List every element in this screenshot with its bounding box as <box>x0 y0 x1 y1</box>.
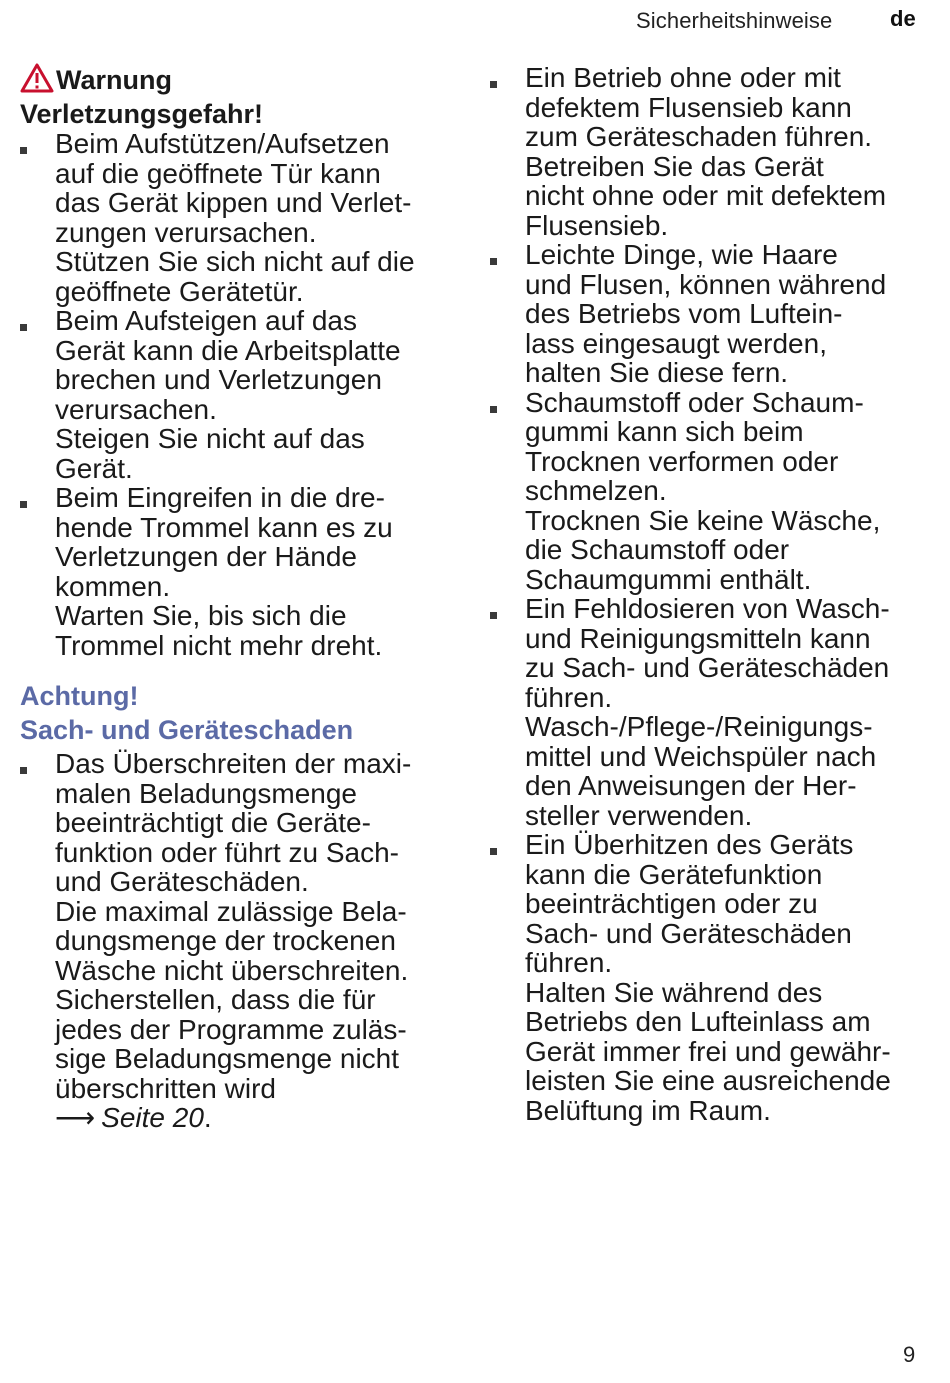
text-line: Gerät immer frei und gewähr- <box>525 1035 891 1067</box>
text-line: Sicherstellen, dass die für <box>55 984 376 1015</box>
text-line: gummi kann sich beim <box>525 416 804 447</box>
text-line: Stützen Sie sich nicht auf die <box>55 246 415 277</box>
text-line: zum Geräteschaden führen. <box>525 121 873 152</box>
text-line: Das Überschreiten der maxi- <box>55 748 412 779</box>
page-number: 9 <box>903 1342 916 1367</box>
text-line: Wäsche nicht überschreiten. <box>55 954 409 986</box>
list-item <box>20 306 460 483</box>
warning-list <box>20 129 460 660</box>
warning-triangle-icon <box>20 63 54 99</box>
text-line: zu Sach- und Geräteschäden <box>525 652 890 683</box>
text-line: Gerät. <box>55 452 133 484</box>
text-line: auf die geöffnete Tür kann <box>55 157 381 189</box>
text-line: Halten Sie während des <box>525 976 823 1008</box>
text-line: die Schaumstoff oder <box>525 534 790 565</box>
caution-list-right <box>490 63 930 1125</box>
text-line: lass eingesaugt werden, <box>525 327 827 359</box>
text-line: beeinträchtigen oder zu <box>525 888 818 919</box>
text-line: Warten Sie, bis sich die <box>55 600 347 631</box>
text-line: Beim Aufstützen/Aufsetzen <box>55 128 390 159</box>
text-line: und Flusen, können während <box>525 268 887 300</box>
list-item <box>490 830 930 1125</box>
right-column <box>490 63 930 1125</box>
warning-heading <box>20 63 460 99</box>
list-item <box>490 594 930 830</box>
text-line: Flusensieb. <box>525 209 669 241</box>
text-line: das Gerät kippen und Verlet- <box>55 187 412 218</box>
text-line: beeinträchtigt die Geräte- <box>55 807 371 838</box>
running-header-section: Sicherheitshinweise <box>636 8 833 33</box>
text-line: Ein Betrieb ohne oder mit <box>525 62 841 93</box>
page-reference-text: Seite 20 <box>101 1102 204 1133</box>
text-line: nicht ohne oder mit defektem <box>525 180 887 211</box>
text-line: kommen. <box>55 570 171 602</box>
text-line: Beim Aufsteigen auf das <box>55 305 357 336</box>
text-line: Betreiben Sie das Gerät <box>525 150 824 182</box>
page-reference-end: . <box>203 1102 212 1133</box>
list-item <box>490 388 930 595</box>
text-line: Schaumstoff oder Schaum- <box>525 386 864 418</box>
left-column <box>20 63 460 1133</box>
text-line: des Betriebs vom Luftein- <box>525 298 843 329</box>
language-code: de <box>890 6 916 31</box>
text-line: und Reinigungsmitteln kann <box>525 622 871 654</box>
text-line: defektem Flusensieb kann <box>525 91 852 123</box>
text-line: malen Beladungsmenge <box>55 777 357 809</box>
text-line: Leichte Dinge, wie Haare <box>525 239 838 270</box>
text-line: Sach- und Geräteschäden <box>525 917 852 949</box>
caution-list-left <box>20 749 460 1133</box>
text-line: kann die Gerätefunktion <box>525 858 823 890</box>
text-line: hende Trommel kann es zu <box>55 511 393 543</box>
arrow-right-icon: ⟶ <box>55 1102 96 1133</box>
text-line: Trocknen Sie keine Wäsche, <box>525 504 881 536</box>
text-line: führen. <box>525 681 613 713</box>
text-line: Betriebs den Lufteinlass am <box>525 1006 871 1037</box>
text-line: leisten Sie eine ausreichende <box>525 1065 891 1096</box>
text-line: Schaumgummi enthält. <box>525 563 812 595</box>
list-item <box>490 63 930 240</box>
text-line: Beim Eingreifen in die dre- <box>55 482 385 513</box>
text-line: schmelzen. <box>525 475 667 506</box>
page-reference <box>55 1103 460 1133</box>
caution-heading: Achtung! <box>20 681 139 711</box>
text-line: Trommel nicht mehr dreht. <box>55 629 383 661</box>
text-line: sige Beladungsmenge nicht <box>55 1043 400 1074</box>
text-line: mittel und Weichspüler nach <box>525 740 877 772</box>
text-line: Gerät kann die Arbeitsplatte <box>55 334 401 366</box>
text-line: verursachen. <box>55 393 217 425</box>
text-line: Verletzungen der Hände <box>55 541 357 572</box>
text-line: führen. <box>525 947 613 978</box>
text-line: funktion oder führt zu Sach- <box>55 836 399 868</box>
text-line: und Geräteschäden. <box>55 866 309 897</box>
text-line: den Anweisungen der Her- <box>525 770 857 801</box>
text-line: Die maximal zulässige Bela- <box>55 895 407 927</box>
list-item <box>20 483 460 660</box>
text-line: geöffnete Gerätetür. <box>55 275 304 307</box>
text-line: Ein Fehldosieren von Wasch- <box>525 593 890 624</box>
text-line: überschritten wird <box>55 1072 276 1104</box>
list-item <box>490 240 930 388</box>
caution-subtitle: Sach- und Geräteschaden <box>20 715 354 745</box>
warning-subtitle: Verletzungsgefahr! <box>20 99 264 129</box>
text-line: steller verwenden. <box>525 799 753 831</box>
warning-label: Warnung <box>56 65 172 95</box>
list-item <box>20 749 460 1133</box>
text-line: Belüftung im Raum. <box>525 1094 771 1126</box>
list-item <box>20 129 460 306</box>
text-line: Steigen Sie nicht auf das <box>55 423 365 454</box>
text-line: Wasch-/Pflege-/Reinigungs- <box>525 711 873 742</box>
text-line: Ein Überhitzen des Geräts <box>525 829 854 860</box>
text-line: zungen verursachen. <box>55 216 317 248</box>
text-line: Trocknen verformen oder <box>525 445 839 477</box>
text-line: halten Sie diese fern. <box>525 357 789 388</box>
text-line: brechen und Verletzungen <box>55 364 382 395</box>
text-line: dungsmenge der trockenen <box>55 925 396 956</box>
text-line: jedes der Programme zuläs- <box>55 1013 407 1045</box>
